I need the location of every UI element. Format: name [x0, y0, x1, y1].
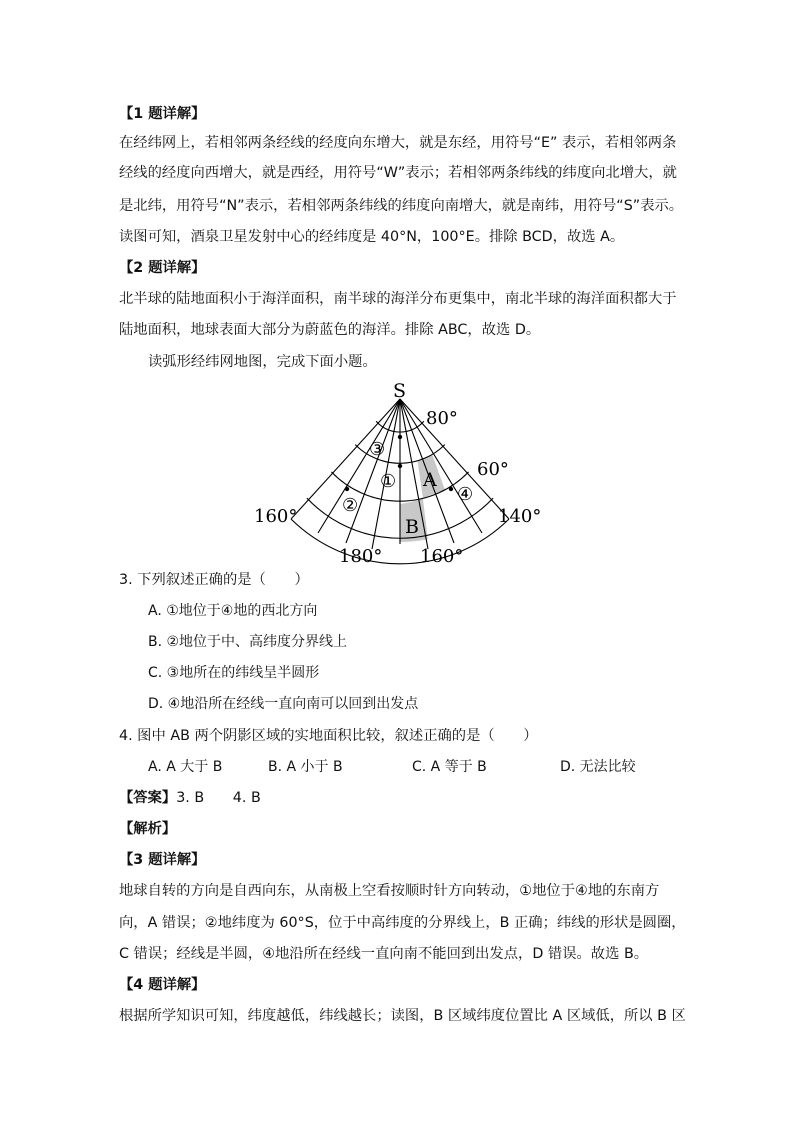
paragraph-line: 北半球的陆地面积小于海洋面积，南半球的海洋分布更集中，南北半球的海洋面积都大于: [119, 291, 677, 307]
region-b-label: B: [405, 516, 419, 538]
q4-option-b: B. A 小于 B: [268, 759, 343, 775]
analysis-heading: 【解析】: [119, 821, 177, 837]
q3-option-d: D. ④地沿所在经线一直向南可以回到出发点: [148, 696, 419, 712]
q3-option-a: A. ①地位于④地的西北方向: [148, 603, 318, 619]
point-label-1: ①: [380, 471, 397, 492]
paragraph-line: 经线的经度向西增大，就是西经，用符号“W”表示；若相邻两条纬线的纬度向北增大，就: [119, 165, 677, 181]
point-label-4: ④: [457, 484, 474, 505]
paragraph-line: 地球自转的方向是自西向东，从南极上空看按顺时针方向转动，①地位于④地的东南方: [119, 883, 660, 899]
region-a-label: A: [423, 469, 437, 491]
question-3-stem: 3. 下列叙述正确的是（ ）: [119, 572, 309, 588]
longitude-label-160-bottom: 160°: [420, 546, 464, 567]
pole-label: S: [393, 380, 407, 402]
question-4-stem: 4. 图中 AB 两个阴影区域的实地面积比较，叙述正确的是（ ）: [119, 728, 538, 744]
paragraph-line: 向，A 错误；②地纬度为 60°S，位于中高纬度的分界线上，B 正确；纬线的形状是圆圈，: [119, 915, 686, 931]
graticule-map-figure: [248, 378, 548, 568]
latitude-label-80: 80°: [426, 408, 458, 429]
point-dot: [345, 487, 349, 491]
paragraph-line: 在经纬网上，若相邻两条经线的经度向东增大，就是东经，用符号“E” 表示，若相邻两条: [119, 135, 677, 151]
latitude-label-60: 60°: [477, 459, 509, 480]
section-heading-4: 【4 题详解】: [119, 977, 206, 993]
paragraph-line: C 错误；经线是半圆，④地沿所在经线一直向南不能回到出发点，D 错误。故选 B。: [119, 946, 649, 962]
point-dot: [398, 464, 402, 468]
q4-option-a: A. A 大于 B: [148, 759, 223, 775]
answer-line: [119, 788, 261, 808]
section-heading-1: 【1 题详解】: [119, 106, 206, 122]
section-heading-2: 【2 题详解】: [119, 260, 206, 276]
q4-option-c: C. A 等于 B: [412, 759, 487, 775]
paragraph-line: 读图可知，酒泉卫星发射中心的经纬度是 40°N，100°E。排除 BCD，故选 A。: [119, 229, 625, 245]
point-dot: [398, 435, 402, 439]
longitude-label-180: 180°: [339, 546, 383, 567]
answer-label: 【答案】: [119, 790, 177, 806]
paragraph-line: 是北纬，用符号“N”表示，若相邻两条纬线的纬度向南增大，就是南纬，用符号“S”表示。: [119, 198, 684, 214]
longitude-label-160-left: 160°: [254, 506, 298, 527]
point-dot: [449, 487, 453, 491]
q3-option-c: C. ③地所在的纬线呈半圆形: [148, 665, 320, 681]
point-label-3: ③: [369, 439, 386, 460]
paragraph-line: 陆地面积，地球表面大部分为蔚蓝色的海洋。排除 ABC，故选 D。: [119, 322, 541, 338]
section-heading-3: 【3 题详解】: [119, 852, 206, 868]
q4-option-d: D. 无法比较: [560, 759, 636, 775]
paragraph-line: 根据所学知识可知，纬度越低，纬线越长；读图，B 区域纬度位置比 A 区域低，所以 B 区: [119, 1008, 686, 1024]
q3-option-b: B. ②地位于中、高纬度分界线上: [148, 634, 348, 650]
question-intro: 读弧形经纬网地图，完成下面小题。: [148, 354, 377, 370]
answer-text: 3. B 4. B: [176, 790, 261, 806]
point-label-2: ②: [342, 495, 359, 516]
longitude-label-140: 140°: [498, 506, 542, 527]
